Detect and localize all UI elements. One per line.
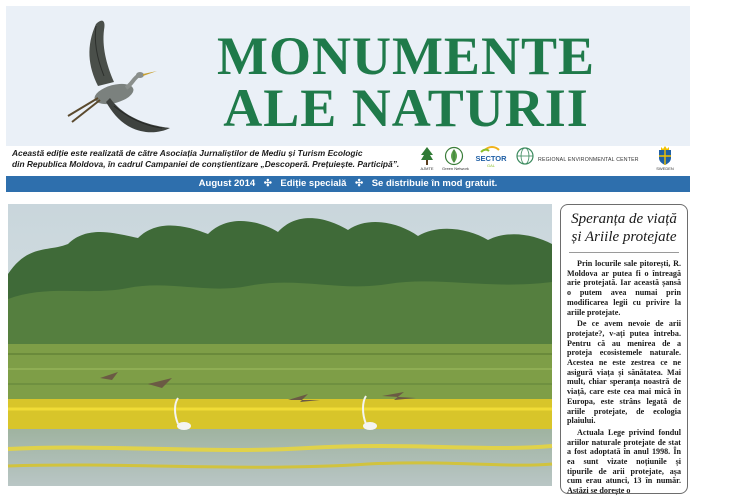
rec-globe-icon xyxy=(515,146,535,166)
green-network-icon xyxy=(444,146,464,166)
edition-banner xyxy=(6,176,690,192)
rec-label: REGIONAL ENVIRONMENTAL CENTER xyxy=(538,157,639,163)
edition-date: August 2014 xyxy=(198,178,256,189)
ajmte-logo xyxy=(418,146,436,174)
sidebar-paragraph: Prin locurile sale pitorești, R. Moldova ar putea fi o întreagă arie protejată. Iar această șansă o putem avea numai prin modificarea legii cu privire la ariile protejate. xyxy=(567,259,681,317)
publisher-info-line2: din Republica Moldova, în cadrul Campaniei de conștientizare „Descoperă. Prețuiește. Participă”. xyxy=(12,158,400,169)
masthead-title-line2: ALE NATURII xyxy=(223,78,589,138)
masthead xyxy=(6,6,690,146)
edition-type: Ediție specială xyxy=(280,178,347,189)
sidebar-article xyxy=(560,204,688,494)
ajmte-label: AJMTE xyxy=(420,166,434,171)
sponsor-logos xyxy=(418,146,690,174)
sweden-label: SWEDEN xyxy=(656,166,674,171)
publisher-info xyxy=(12,148,422,169)
wetland-photo xyxy=(8,204,552,486)
sweden-logo xyxy=(650,146,680,174)
green-network-logo xyxy=(442,146,469,174)
rec-logo xyxy=(514,146,536,174)
edition-distribution: Se distribuie în mod gratuit. xyxy=(371,178,498,189)
green-network-label: Green Network xyxy=(442,166,469,171)
sector-icon xyxy=(475,146,507,168)
masthead-title-line1: MONUMENTE xyxy=(217,26,595,86)
banner-separator-1: ✣ xyxy=(263,178,272,189)
sweden-crest-icon xyxy=(657,146,673,166)
sidebar-paragraph: De ce avem nevoie de arii protejate?, v-ați putea întreba. Pentru că au menirea de a proteja ecosistemele naturale. Acestea ne este zestrea ce ne asigură viața și sănătatea. Mai mult, chiar speranța noastră de viață, care este cea mai mică în Europa, este strâns legată de ariile protejate, de ecologia plaiului. xyxy=(567,319,681,426)
sector-sub: GAL xyxy=(486,163,496,168)
publisher-info-line1: Această ediție este realizată de către Asociația Jurnaliștilor de Mediu și Turism Ecologic xyxy=(12,148,363,158)
banner-separator-2: ✣ xyxy=(355,178,364,189)
sidebar-title: Speranța de viață și Ariile protejate xyxy=(571,211,677,245)
sector-logo xyxy=(474,146,508,174)
ajmte-tree-icon xyxy=(420,146,434,166)
sector-name: SECTOR xyxy=(475,154,507,163)
sidebar-paragraph: Actuala Lege privind fondul ariilor naturale protejate de stat a fost adoptată în anul 1998. În ea sunt vizate noțiunile și tipurile de arii protejate, așa cum erau atunci, 13 în număr. Astăzi se dorește o xyxy=(567,427,681,496)
sidebar-body xyxy=(561,253,687,496)
